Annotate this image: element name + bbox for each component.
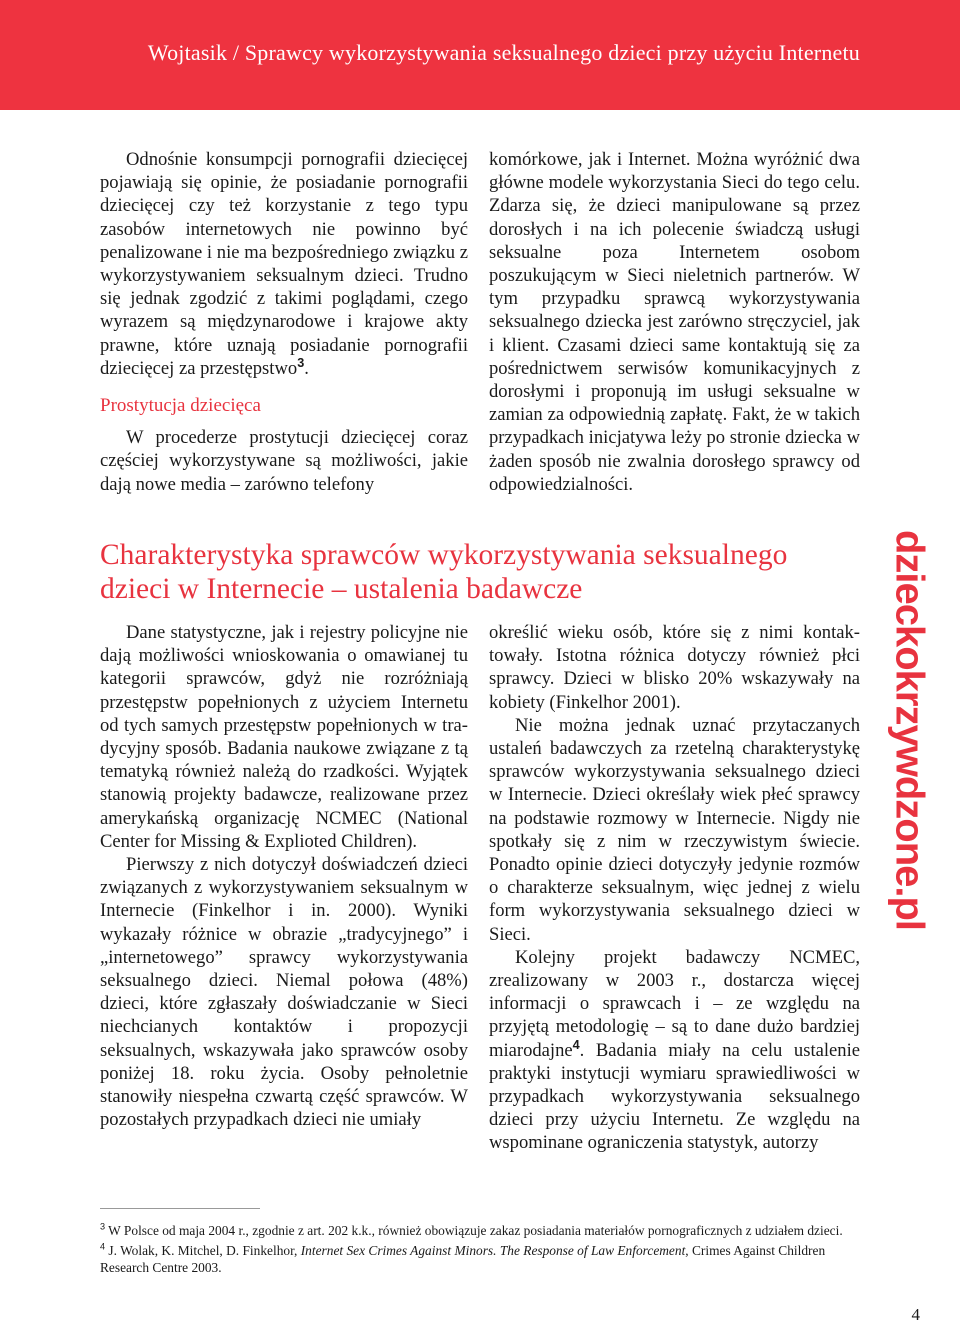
paragraph-text: Odnośnie konsumpcji pornografii dziecięcej pojawiają się opinie, że posiadanie pornografii dziecięcej czy też korzystanie z tego typu zasobów internetowych nie powinno być penalizowane i nie ma bezpośredniego związku z wykorzystywaniem seksualnym dzieci. Trudno się jednak zgodzić z takimi poglądami, czego wyrazem są międzynarodowe i krajowe akty prawne, które uznają posiadanie pornografii dziecięcej za przestępstwo [100, 149, 468, 379]
main-heading: Charakterystyka sprawców wykorzystywania seksualnego dzieci w Internecie – ustalenia badawcze [100, 539, 788, 605]
footnote-ref-3[interactable]: 3 [297, 355, 305, 370]
paragraph-text: Kolejny projekt badawczy NCMEC, zrealizowany w 2003 r., dostarcza więcej informacji o sprawcach i – ze względu na przyjętą metodologię – są to dane dużo bardziej miarodajne [489, 946, 860, 1061]
section-heading: Prostytucja dziecięca [100, 395, 261, 417]
header-bar [0, 0, 960, 110]
footnote-ref-4[interactable]: 4 [572, 1037, 580, 1052]
top-left-column [100, 148, 468, 496]
footnotes [100, 1222, 860, 1279]
paragraph: określić wieku osób, które się z nimi kontaktowały. Istotna różnica dotyczy również płci sprawcy. Dzieci w blisko 20% wskazywały na kobiety (Finkelhor 2001). [489, 622, 860, 713]
footnote-number: 3 [100, 1221, 106, 1232]
page-number: 4 [911, 1305, 920, 1324]
footnote-4 [100, 1242, 860, 1277]
watermark-text: dzieckokrzywdzone.pl [887, 529, 932, 931]
footnote-text: W Polsce od maja 2004 r., zgodnie z art. 202 k.k., również obowiązuje zakaz posiadania materiałów pornograficznych z udziałem dzieci. [105, 1223, 843, 1238]
top-right-column [489, 148, 860, 496]
bottom-right-column [489, 621, 860, 1155]
paragraph [489, 946, 860, 1155]
paragraph: Nie można jednak uznać przytaczanych ustaleń badawczych za rzetelną charakterystykę sprawców wykorzystywania seksualnego dzieci w Internecie. Dzieci określały wiek płeć sprawcy na podstawie rozmowy w Internecie. Nigdy nie spotkały się z nim w rzeczywistym świecie. Ponadto opinie dzieci dotyczyły jedynie rozmów o charakterze seksualnym, więc jednej z wielu form wykorzystywania seksualnego dzieci w Sieci. [489, 714, 860, 945]
footnote-divider [100, 1208, 260, 1209]
running-title: Wojtasik / Sprawcy wykorzystywania seksualnego dzieci przy użyciu Internetu [147, 40, 860, 65]
bottom-left-column [100, 621, 468, 1131]
paragraph [100, 148, 468, 380]
footnote-title: Internet Sex Crimes Against Minors. The Response of Law Enforcement [300, 1242, 686, 1258]
paragraph-end: . [304, 357, 309, 379]
paragraph: komórkowe, jak i Internet. Można wyróżnić dwa główne modele wykorzystania Sieci do tego celu. Zdarza się, że dzieci manipulowane są przez dorosłych i na ich polecenie świadczą usługi seksualne poza Internetem osobom poszukującym w Sieci nieletnich partnerów. W tym przypadku sprawcą wykorzystywania seksualnego dziecka jest zarówno stręczyciel, jak i klient. Czasami dzieci same kontaktują się za pośrednictwem serwisów komunikacyjnych z dorosłymi i proponują im usługi seksualne w zamian za odpowiednią zapłatę. Fakt, że w takich przypadkach inicjatywa leży po stronie dziecka w żaden sposób nie zwalnia dorosłego sprawcy od odpowiedzialności. [489, 149, 860, 495]
paragraph: W procederze prostytucji dziecięcej coraz częściej wykorzystywane są możliwości, jakie dają nowe media – zarówno telefony [100, 427, 468, 495]
footnote-text-end: , Crimes Against Children Research Centre 2003. [100, 1242, 826, 1275]
paragraph-end: . Badania miały na celu ustalenie praktyki instytucji wymiaru sprawiedliwości w przypadkach wykorzystywania seksualnego dzieci przy użyciu Internetu. Ze względu na wspominane ograniczenia statystyk, autorzy [489, 1039, 860, 1154]
footnote-text: J. Wolak, K. Mitchel, D. Finkelhor, [105, 1242, 301, 1258]
footnote-3 [100, 1222, 860, 1240]
paragraph: Pierwszy z nich dotyczył doświadczeń dzieci związanych z wykorzystywaniem seksualnym w Internecie (Finkelhor i in. 2000). Wyniki wykazały różnice w obrazie „tradycyjnego” i „internetowego” sprawcy wykorzystywania seksualnego dzieci. Niemal połowa (48%) dzieci, które zgłaszały doświadczanie w Sieci niechcianych kontaktów i propozycji seksualnych, wskazywała jako sprawców osoby poniżej 18. roku życia. Osoby pełnoletnie stanowiły niespełna czwartą część sprawców. W pozostałych przypadkach dzieci nie umiały [100, 854, 468, 1131]
paragraph: Dane statystyczne, jak i rejestry policyjne nie dają możliwości wnioskowania o omawianej tu kategorii sprawców, gdyż nie rozróżniają przestępstw popełnionych z użyciem Internetu od tych samych przestępstw popełnionych w tradycyjny sposób. Badania naukowe związane z tą tematyką również należą do rzadkości. Wyjątek stanowią projekty badawcze, realizowane przez amerykańską organizację NCMEC (National Center for Missing & Explioted Children). [100, 622, 468, 852]
footnote-number: 4 [100, 1241, 106, 1252]
